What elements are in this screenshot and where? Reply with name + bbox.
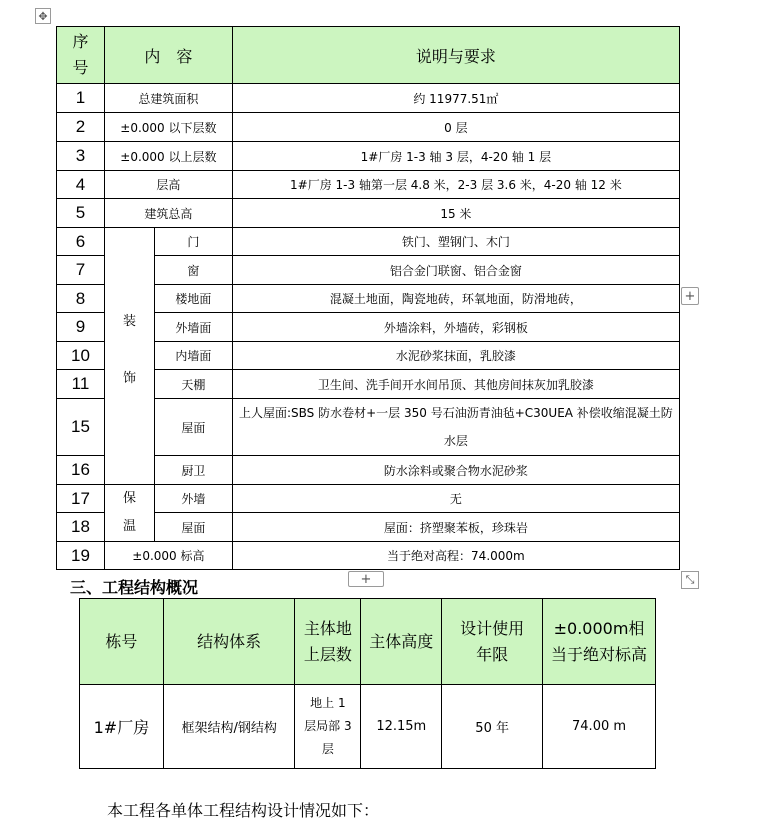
structure-table: [79, 598, 656, 769]
row-desc: 0 层: [232, 113, 679, 142]
section-title: 三、工程结构概况: [70, 578, 199, 597]
row-desc: 约 11977.51㎡: [232, 84, 679, 113]
row-desc: 外墙涂料，外墙砖，彩钢板: [232, 313, 679, 342]
header-elevation: ±0.000m相当于绝对标高: [543, 599, 656, 685]
cell-floors: 地上 1 层局部 3 层: [295, 685, 361, 769]
table-row: [57, 542, 680, 570]
table-row: [57, 84, 680, 113]
table-move-handle-icon[interactable]: ✥: [35, 8, 51, 24]
row-item: 总建筑面积: [104, 84, 232, 113]
cell-building-no: 1#厂房: [80, 685, 164, 769]
table-row: [57, 171, 680, 199]
table-resize-icon[interactable]: ⤡: [681, 571, 699, 589]
row-item: ±0.000 以上层数: [104, 142, 232, 171]
row-desc: 铝合金门联窗、铝合金窗: [232, 256, 679, 285]
table-row: [57, 228, 680, 256]
row-number: 10: [57, 342, 105, 370]
row-desc: 水泥砂浆抹面，乳胶漆: [232, 342, 679, 370]
cell-height: 12.15m: [361, 685, 442, 769]
row-number: 2: [57, 113, 105, 142]
row-item: 层高: [104, 171, 232, 199]
row-number: 17: [57, 485, 105, 513]
row-number: 7: [57, 256, 105, 285]
header-item: 内 容: [104, 27, 232, 84]
table-header-row: [57, 27, 680, 84]
row-item: 屋面: [154, 513, 232, 542]
table-row: [80, 685, 656, 769]
row-item: 屋面: [154, 399, 232, 456]
row-number: 1: [57, 84, 105, 113]
row-item: 建筑总高: [104, 199, 232, 228]
insul-group-label: [104, 485, 154, 542]
row-desc: 混凝土地面，陶瓷地砖，环氧地面，防滑地砖，: [232, 285, 679, 313]
row-number: 3: [57, 142, 105, 171]
footer-text: 本工程各单体工程结构设计情况如下：: [107, 801, 380, 820]
row-number: 15: [57, 399, 105, 456]
row-desc: 防水涂料或聚合物水泥砂浆: [232, 456, 679, 485]
table-row: [57, 142, 680, 171]
row-desc: 当于绝对高程：74.000m: [232, 542, 679, 570]
row-desc: 1#厂房 1-3 轴第一层 4.8 米，2-3 层 3.6 米，4-20 轴 12 米: [232, 171, 679, 199]
header-floors: 主体地上层数: [295, 599, 361, 685]
row-desc: 卫生间、洗手间开水间吊顶、其他房间抹灰加乳胶漆: [232, 370, 679, 399]
row-item: 外墙: [154, 485, 232, 513]
row-desc: 铁门、塑钢门、木门: [232, 228, 679, 256]
cell-design-life: 50 年: [442, 685, 543, 769]
row-number: 5: [57, 199, 105, 228]
row-desc: 无: [232, 485, 679, 513]
header-design-life: 设计使用年限: [442, 599, 543, 685]
table-row: [57, 485, 680, 513]
row-number: 18: [57, 513, 105, 542]
header-height: 主体高度: [361, 599, 442, 685]
cell-elevation: 74.00 m: [543, 685, 656, 769]
row-number: 4: [57, 171, 105, 199]
insul-group-bottom: 温: [122, 519, 136, 534]
cell-structure-system: 框架结构/钢结构: [163, 685, 295, 769]
building-info-table: [56, 26, 680, 570]
row-item: 门: [154, 228, 232, 256]
row-item: 楼地面: [154, 285, 232, 313]
table-header-row: [80, 599, 656, 685]
add-row-plus-icon[interactable]: +: [348, 571, 384, 587]
decor-group-label: [104, 228, 154, 485]
row-item: 内墙面: [154, 342, 232, 370]
row-number: 6: [57, 228, 105, 256]
decor-group-top: 装: [122, 314, 136, 329]
row-number: 9: [57, 313, 105, 342]
row-item: 外墙面: [154, 313, 232, 342]
add-column-plus-icon[interactable]: +: [681, 287, 699, 305]
row-desc: 屋面：挤塑聚苯板，珍珠岩: [232, 513, 679, 542]
row-item: ±0.000 以下层数: [104, 113, 232, 142]
row-number: 16: [57, 456, 105, 485]
table-row: [57, 113, 680, 142]
row-item: 厨卫: [154, 456, 232, 485]
table-row: [57, 199, 680, 228]
row-desc: 上人屋面:SBS 防水卷材+一层 350 号石油沥青油毡+C30UEA 补偿收缩混凝土防水层: [232, 399, 679, 456]
header-no: 序号: [57, 27, 105, 84]
row-item: 窗: [154, 256, 232, 285]
row-number: 8: [57, 285, 105, 313]
row-item: 天棚: [154, 370, 232, 399]
header-structure-system: 结构体系: [163, 599, 295, 685]
row-number: 19: [57, 542, 105, 570]
header-building-no: 栋号: [80, 599, 164, 685]
decor-group-bottom: 饰: [122, 371, 136, 386]
row-item: ±0.000 标高: [104, 542, 232, 570]
row-desc: 15 米: [232, 199, 679, 228]
header-desc: 说明与要求: [232, 27, 679, 84]
row-desc: 1#厂房 1-3 轴 3 层，4-20 轴 1 层: [232, 142, 679, 171]
insul-group-top: 保: [122, 491, 136, 506]
row-number: 11: [57, 370, 105, 399]
